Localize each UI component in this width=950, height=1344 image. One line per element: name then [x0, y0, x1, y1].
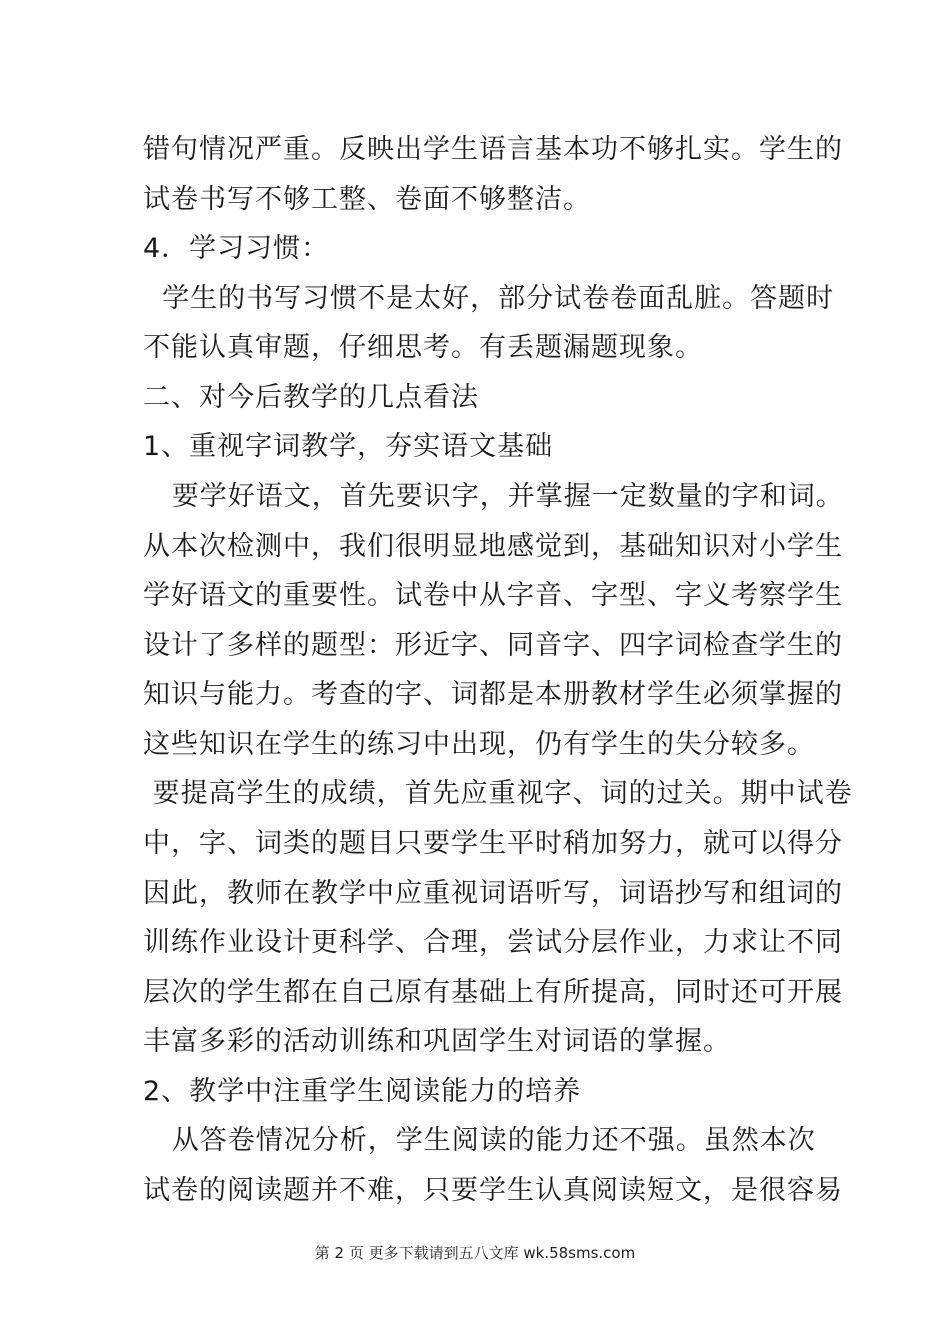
text-line: 从答卷情况分析，学生阅读的能力还不强。虽然本次	[143, 1125, 816, 1156]
text-line: 要学好语文，首先要识字，并掌握一定数量的字和词。	[143, 481, 844, 512]
text-line: 要提高学生的成绩，首先应重视字、词的过关。期中试卷	[143, 778, 853, 809]
text-line: 学好语文的重要性。试卷中从字音、字型、字义考察学生	[143, 580, 843, 611]
section-heading: 2、教学中注重学生阅读能力的培养	[143, 1076, 582, 1107]
text-line: 知识与能力。考查的字、词都是本册教材学生必须掌握的	[143, 679, 843, 710]
section-heading: 1、重视字词教学，夯实语文基础	[143, 431, 554, 462]
text-line: 学生的书写习惯不是太好，部分试卷卷面乱脏。答题时	[143, 283, 835, 314]
text-line: 层次的学生都在自己原有基础上有所提高，同时还可开展	[143, 977, 843, 1008]
text-line: 试卷的阅读题并不难，只要学生认真阅读短文，是很容易	[143, 1175, 843, 1206]
text-line: 试卷书写不够工整、卷面不够整洁。	[143, 184, 591, 215]
text-line: 训练作业设计更科学、合理，尝试分层作业，力求让不同	[143, 927, 843, 958]
section-heading: 4．学习习惯：	[143, 233, 330, 264]
text-line: 不能认真审题，仔细思考。有丢题漏题现象。	[143, 332, 703, 363]
page-footer: 第 2 页 更多下载请到五八文库 wk.58sms.com	[314, 1244, 636, 1262]
text-line: 丰富多彩的活动训练和巩固学生对词语的掌握。	[143, 1026, 731, 1057]
text-line: 这些知识在学生的练习中出现，仍有学生的失分较多。	[143, 729, 815, 760]
text-line: 错句情况严重。反映出学生语言基本功不够扎实。学生的	[143, 134, 843, 165]
section-heading: 二、对今后教学的几点看法	[143, 382, 479, 413]
text-line: 中，字、词类的题目只要学生平时稍加努力，就可以得分	[143, 828, 843, 859]
text-line: 设计了多样的题型：形近字、同音字、四字词检查学生的	[143, 630, 843, 661]
text-line: 从本次检测中，我们很明显地感觉到，基础知识对小学生	[143, 531, 843, 562]
text-line: 因此，教师在教学中应重视词语听写，词语抄写和组词的	[143, 878, 843, 909]
